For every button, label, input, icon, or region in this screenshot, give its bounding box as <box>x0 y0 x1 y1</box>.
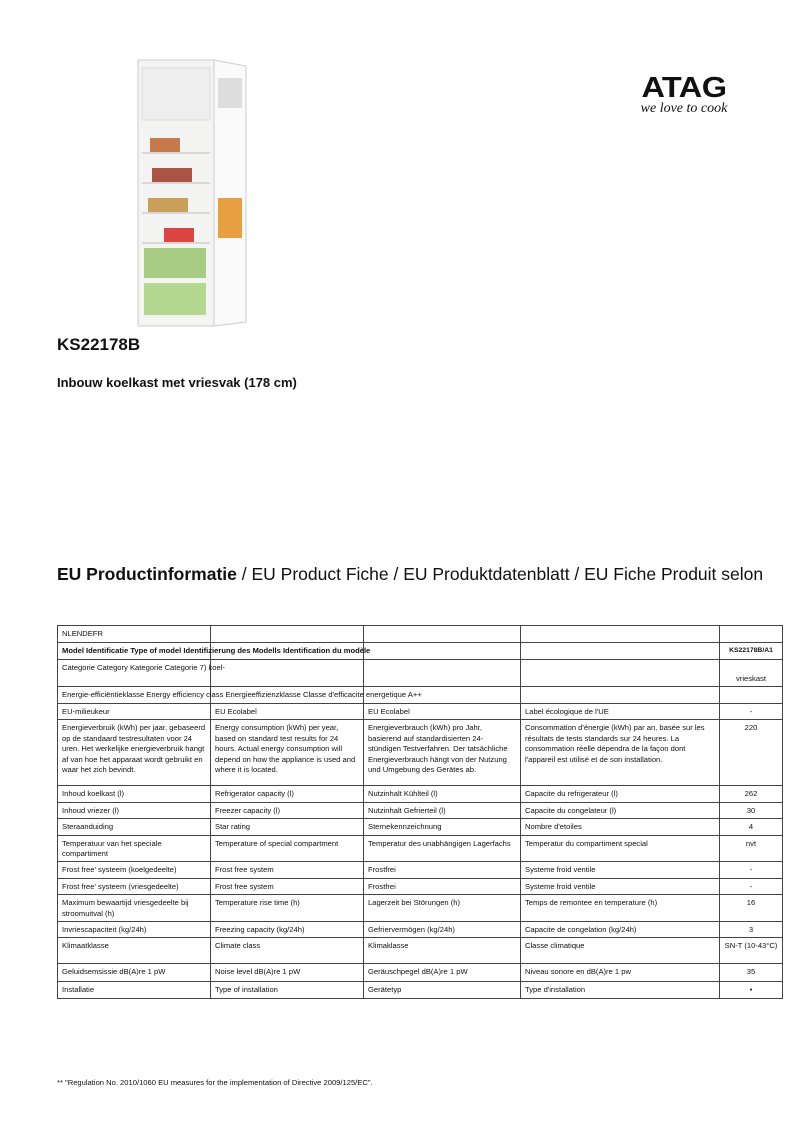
cell-de: Lagerzeit bei Störungen (h) <box>364 895 521 922</box>
table-row <box>58 720 783 786</box>
cell-nl: Frost free' systeem (koelgedeelte) <box>58 862 211 878</box>
cell-en: Freezing capacity (kg/24h) <box>211 922 364 938</box>
cell-nl: Installatie <box>58 982 211 998</box>
model-number: KS22178B <box>57 335 141 354</box>
cell-de: Sternekennzeichnung <box>364 819 521 835</box>
cell-fr: Classe climatique <box>521 938 720 964</box>
cell-value: 35 <box>720 964 783 982</box>
cell-en: Star rating <box>211 819 364 835</box>
cell-value: - <box>720 862 783 878</box>
cell-de: Nutzinhalt Kühlteil (l) <box>364 786 521 802</box>
section-title: EU Productinformatie / EU Product Fiche / EU Produktdatenblatt / EU Fiche Produit selon <box>57 564 764 584</box>
cell-de: Klimaklasse <box>364 938 521 964</box>
cell-en: EU Ecolabel <box>211 704 364 720</box>
cell-en: Temperature rise time (h) <box>211 895 364 922</box>
cell-value: 16 <box>720 895 783 922</box>
cell-value: 220 <box>720 720 783 786</box>
cell-fr: Temperatur du compartiment special <box>521 835 720 862</box>
cell-nl: Klimaatklasse <box>58 938 211 964</box>
table-row <box>58 802 783 818</box>
cell-value: 30 <box>720 802 783 818</box>
cell-en: Temperature of special compartment <box>211 835 364 862</box>
cell-fr: Temps de remontee en temperature (h) <box>521 895 720 922</box>
product-subtitle: Inbouw koelkast met vriesvak (178 cm) <box>57 375 297 390</box>
cell-en: Freezer capacity (l) <box>211 802 364 818</box>
cell-en: Type of installation <box>211 982 364 998</box>
cell-en: Energy consumption (kWh) per year, based on standard test results for 24 hours. Actual energy consumption will depend on how the appliance is used and where it is located. <box>211 720 364 786</box>
cell-value: - <box>720 878 783 894</box>
cell-value: - <box>720 704 783 720</box>
cell-de: Nutzinhalt Gefrierteil (l) <box>364 802 521 818</box>
cell-en: Noise level dB(A)re 1 pW <box>211 964 364 982</box>
cell-nl: Steraanduiding <box>58 819 211 835</box>
cell-nl: Energieverbruik (kWh) per jaar, gebaseerd op de standaard testresultaten voor 24 uren. Het werkelijke energieverbruik hangt af van hoe het apparaat wordt gebruikt en waar het zich bevindt. <box>58 720 211 786</box>
cell-nl: Inhoud koelkast (l) <box>58 786 211 802</box>
cell-de: Temperatur des unabhängigen Lagerfachs <box>364 835 521 862</box>
cell-en: Frost free system <box>211 878 364 894</box>
model-row: Model Identificatie Type of model Identifizierung des Modells Identification du modèle KS22178B/A1 <box>58 643 783 660</box>
cell-de: Energieverbrauch (kWh) pro Jahr, basierend auf standardisierten 24-stündigen Testverfahren. Der tatsächliche Energieverbrauch hängt von der Nutzung und Umgebung des Gerätes ab. <box>364 720 521 786</box>
table-row <box>58 878 783 894</box>
table-row <box>58 704 783 720</box>
cell-nl: Temperatuur van het speciale compartiment <box>58 835 211 862</box>
cell-de: EU Ecolabel <box>364 704 521 720</box>
fridge-product-image <box>134 58 250 328</box>
cell-fr: Label écologique de l'UE <box>521 704 720 720</box>
table-header-row: NLENDEFR <box>58 626 783 643</box>
cell-en: Refrigerator capacity (l) <box>211 786 364 802</box>
cell-fr: Nombre d'etoiles <box>521 819 720 835</box>
cell-value: 4 <box>720 819 783 835</box>
cell-en: Frost free system <box>211 862 364 878</box>
cell-de: Frostfrei <box>364 862 521 878</box>
cell-de: Gefriervermögen (kg/24h) <box>364 922 521 938</box>
cell-nl: Geluidsemsissie dB(A)re 1 pW <box>58 964 211 982</box>
category-row: Categorie Category Kategorie Categorie 7) koel- vrieskast <box>58 660 783 687</box>
table-row <box>58 922 783 938</box>
cell-fr: Systeme froid ventile <box>521 862 720 878</box>
table-row <box>58 835 783 862</box>
cell-fr: Niveau sonore en dB(A)re 1 pw <box>521 964 720 982</box>
cell-fr: Capacite de congelation (kg/24h) <box>521 922 720 938</box>
cell-nl: EU-milieukeur <box>58 704 211 720</box>
table-row <box>58 786 783 802</box>
table-row <box>58 964 783 982</box>
cell-value: SN-T (10-43°C) <box>720 938 783 964</box>
product-fiche-table <box>57 625 783 999</box>
cell-fr: Consommation d'énergie (kWh) par an, basée sur les résultats de tests standards sur 24 heures. La consommation réelle dépendra de la façon dont l'appareil est utilisé et de son installation. <box>521 720 720 786</box>
table-row <box>58 938 783 964</box>
cell-de: Gerätetyp <box>364 982 521 998</box>
table-row <box>58 862 783 878</box>
cell-value: • <box>720 982 783 998</box>
cell-nl: Frost free' systeem (vriesgedeelte) <box>58 878 211 894</box>
cell-fr: Systeme froid ventile <box>521 878 720 894</box>
cell-fr: Capacite du congelateur (l) <box>521 802 720 818</box>
cell-fr: Type d'installation <box>521 982 720 998</box>
cell-en: Climate class <box>211 938 364 964</box>
atag-logo: ATAG we love to cook <box>640 72 728 116</box>
cell-nl: Inhoud vriezer (l) <box>58 802 211 818</box>
energy-class-row: Energie-efficiëntieklasse Energy efficiency class Energieeffizienzklasse Classe d'efficacite energetique A++ <box>58 687 783 704</box>
cell-de: Geräuschpegel dB(A)re 1 pW <box>364 964 521 982</box>
cell-fr: Capacite du refrigerateur (l) <box>521 786 720 802</box>
cell-de: Frostfrei <box>364 878 521 894</box>
cell-value: 3 <box>720 922 783 938</box>
table-row <box>58 819 783 835</box>
cell-nl: Maximum bewaartijd vriesgedeelte bij stroomuitval (h) <box>58 895 211 922</box>
cell-nl: Invriescapaciteit (kg/24h) <box>58 922 211 938</box>
cell-value: nvt <box>720 835 783 862</box>
footnote: ** "Regulation No. 2010/1060 EU measures for the implementation of Directive 2009/125/EC". <box>57 1078 373 1087</box>
cell-value: 262 <box>720 786 783 802</box>
table-row <box>58 982 783 998</box>
table-row <box>58 895 783 922</box>
